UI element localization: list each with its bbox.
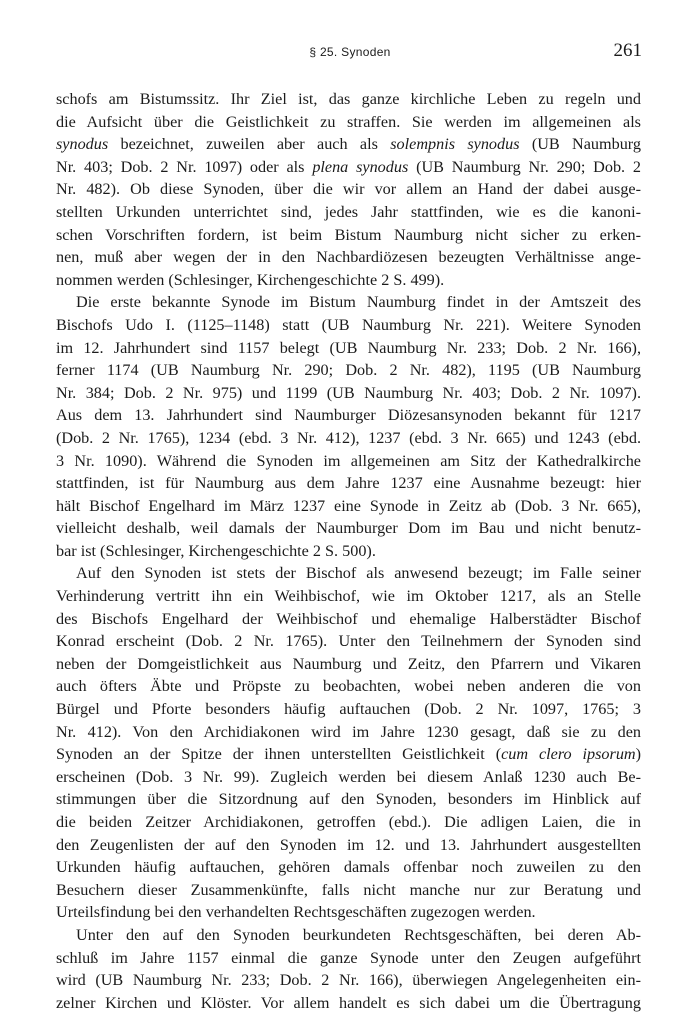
text-line [56, 156, 641, 179]
text-line: Konrad erscheint (Dob. 2 Nr. 1765). Unter den Teilnehmern der Synoden sind [56, 632, 641, 651]
text-line: Bischofs Udo I. (1125–1148) statt (UB Naumburg Nr. 221). Weitere Synoden [56, 315, 641, 334]
body-text [56, 88, 641, 1014]
text-line: Die erste bekannte Synode im Bistum Naumburg findet in der Amtszeit des [76, 293, 641, 312]
text-line: Aus dem 13. Jahrhundert sind Naumburger Diözesansynoden bekannt für 1217 [56, 406, 641, 425]
italic-term: synodus [56, 135, 109, 154]
text-line: wird (UB Naumburg Nr. 233; Dob. 2 Nr. 166), überwiegen Angelegenheiten ein- [56, 971, 641, 990]
text-line: den Zeugenlisten der auf den Synoden im 12. und 13. Jahrhundert ausgestellten [56, 835, 641, 854]
text-run: Synoden an der Spitze der ihnen unterstellten Geistlichkeit ( [56, 745, 502, 764]
text-line: Urkunden häufig auftauchen, gehören damals offenbar noch zuweilen zu den [56, 858, 641, 877]
text-run: Nr. 403; Dob. 2 Nr. 1097) oder als [56, 157, 313, 176]
text-line: Nr. 412). Von den Archidiakonen wird im Jahre 1230 gesagt, daß sie zu den [56, 722, 641, 741]
text-line: Nr. 384; Dob. 2 Nr. 975) und 1199 (UB Naumburg Nr. 403; Dob. 2 Nr. 1097). [56, 383, 641, 402]
italic-term: plena synodus [312, 157, 409, 176]
page-number: 261 [613, 40, 642, 61]
text-line: 3 Nr. 1090). Während die Synoden im allgemeinen am Sitz der Kathedralkirche [56, 451, 641, 470]
running-title: § 25. Synoden [309, 45, 391, 59]
text-line: zelner Kirchen und Klöster. Vor allem handelt es sich dabei um die Übertragung [56, 993, 641, 1012]
text-line: Verhinderung vertritt ihn ein Weihbischof, wie im Oktober 1217, als an Stelle [56, 587, 641, 606]
text-line: (Dob. 2 Nr. 1765), 1234 (ebd. 3 Nr. 412), 1237 (ebd. 3 Nr. 665) und 1243 (ebd. [56, 428, 641, 447]
text-line: schluß im Jahre 1157 einmal die ganze Synode unter den Zeugen aufgeführt [56, 948, 641, 967]
text-line: nommen werden (Schlesinger, Kirchengeschichte 2 S. 499). [56, 270, 445, 289]
text-line: hält Bischof Engelhard im März 1237 eine Synode in Zeitz ab (Dob. 3 Nr. 665), [56, 496, 641, 515]
text-line: Urteilsfindung bei den verhandelten Rechtsgeschäften zugezogen werden. [56, 903, 536, 922]
text-run: (UB Naumburg [519, 135, 641, 154]
text-line: auch öfters Äbte und Pröpste zu beobachten, wobei neben anderen die von [56, 677, 641, 696]
text-line: des Bischofs Engelhard der Weihbischof und ehemalige Halberstädter Bischof [56, 609, 641, 628]
text-line: neben der Domgeistlichkeit aus Naumburg und Zeitz, den Pfarrern und Vikaren [56, 654, 641, 673]
text-line: Auf den Synoden ist stets der Bischof als anwesend bezeugt; im Falle seiner [76, 564, 641, 583]
text-line: Besuchern dieser Zusammenkünfte, falls nicht manche nur zur Beratung und [56, 880, 641, 899]
text-run: bezeichnet, zuweilen aber auch als [108, 135, 391, 154]
text-line: Nr. 482). Ob diese Synoden, über die wir vor allem an Hand der dabei ausge- [56, 180, 641, 199]
text-line: im 12. Jahrhundert sind 1157 belegt (UB Naumburg Nr. 233; Dob. 2 Nr. 166), [56, 338, 641, 357]
text-line: erscheinen (Dob. 3 Nr. 99). Zugleich werden bei diesem Anlaß 1230 auch Be- [56, 767, 641, 786]
text-line: die Aufsicht über die Geistlichkeit zu straffen. Sie werden im allgemeinen als [56, 112, 641, 131]
text-line: stattfinden, ist für Naumburg aus dem Jahre 1237 eine Ausnahme bezeugt: hier [56, 474, 641, 493]
text-line [56, 133, 641, 156]
text-line [56, 743, 641, 766]
text-run: ) [635, 745, 641, 764]
text-run: (UB Naumburg Nr. 290; Dob. 2 [408, 157, 642, 176]
italic-term: cum clero ipsorum [501, 745, 636, 764]
text-line: nen, muß aber wegen der in den Nachbardiözesen bezeugten Verhältnisse ange- [56, 248, 641, 267]
text-line: stellten Urkunden unterrichtet sind, jedes Jahr stattfinden, wie es die kanoni- [56, 202, 641, 221]
text-line: die beiden Zeitzer Archidiakonen, getroffen (ebd.). Die adligen Laien, die in [56, 813, 641, 831]
running-head [0, 40, 700, 64]
text-line: Unter den auf den Synoden beurkundeten Rechtsgeschäften, bei deren Ab- [76, 925, 641, 944]
text-line: Bürgel und Pforte besonders häufig auftauchen (Dob. 2 Nr. 1097, 1765; 3 [56, 700, 641, 719]
text-line: vielleicht deshalb, weil damals der Naumburger Dom im Bau und nicht benutz- [56, 519, 641, 538]
text-line: bar ist (Schlesinger, Kirchengeschichte 2 S. 500). [56, 541, 376, 560]
text-line: schofs am Bistumssitz. Ihr Ziel ist, das ganze kirchliche Leben zu regeln und [56, 90, 641, 108]
italic-term: solempnis synodus [390, 135, 520, 154]
text-line: stimmungen über die Sitzordnung auf den Synoden, besonders im Hinblick auf [56, 790, 641, 809]
text-line: schen Vorschriften fordern, ist beim Bistum Naumburg nicht sicher zu erken- [56, 225, 641, 244]
text-line: ferner 1174 (UB Naumburg Nr. 290; Dob. 2 Nr. 482), 1195 (UB Naumburg [56, 361, 641, 380]
